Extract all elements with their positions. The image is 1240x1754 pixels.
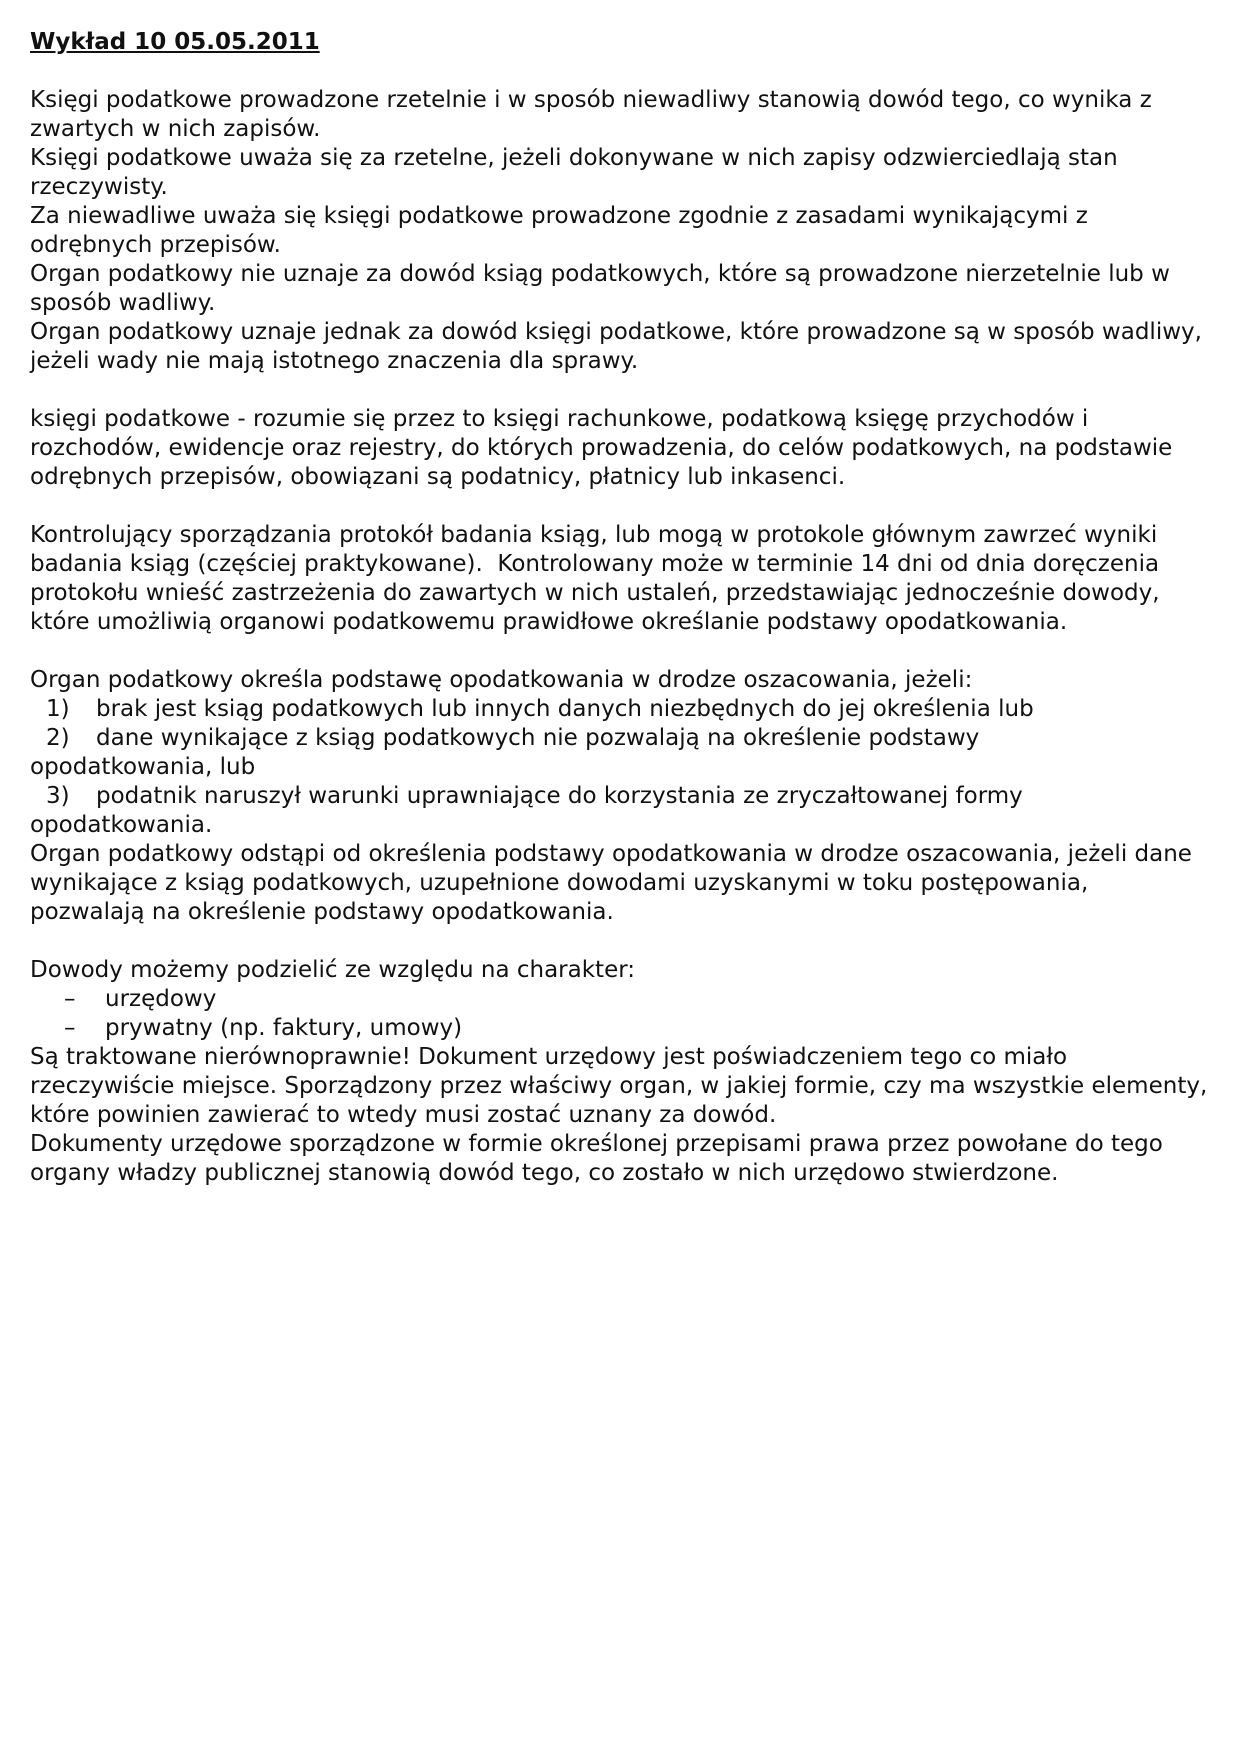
list-item	[30, 1014, 1210, 1043]
page-title: Wykład 10 05.05.2011	[30, 29, 320, 55]
spacer	[30, 927, 1210, 956]
list-item-text: podatnik naruszył warunki uprawniające do korzystania ze zryczałtowanej formy	[96, 783, 1023, 809]
list-intro: Organ podatkowy określa podstawę opodatkowania w drodze oszacowania, jeżeli:	[30, 667, 973, 693]
section-ksiegi-intro	[30, 86, 1210, 376]
paragraph: Organ podatkowy odstąpi od określenia podstawy opodatkowania w drodze oszacowania, jeżeli dane wynikające z ksiąg podatkowych, uzupełnione dowodami uzyskanymi w toku postępowania, pozwalają na określenie podstawy opodatkowania.	[30, 841, 1200, 925]
list-number: 2)	[46, 725, 70, 751]
list-number: 1)	[46, 696, 70, 722]
paragraph: Księgi podatkowe uważa się za rzetelne, jeżeli dokonywane w nich zapisy odzwierciedlają stan rzeczywisty.	[30, 145, 1126, 200]
paragraph: Dokumenty urzędowe sporządzone w formie określonej przepisami prawa przez powołane do tego organy władzy publicznej stanowią dowód tego, co zostało w nich urzędowo stwierdzone.	[30, 1131, 1171, 1186]
list-item-continuation: opodatkowania.	[30, 812, 213, 838]
dash-bullet: –	[64, 986, 76, 1012]
spacer	[30, 637, 1210, 666]
section-dowody	[30, 956, 1215, 1188]
spacer	[30, 492, 1210, 521]
paragraph: Za niewadliwe uważa się księgi podatkowe prowadzone zgodnie z zasadami wynikającymi z odrębnych przepisów.	[30, 203, 1096, 258]
list-item	[30, 782, 1210, 811]
spacer	[30, 376, 1210, 405]
list-item-text: urzędowy	[105, 986, 217, 1012]
list-number: 3)	[46, 783, 70, 809]
section-oszacowanie	[30, 666, 1210, 927]
list-item	[30, 985, 1210, 1014]
list-item	[30, 695, 1210, 724]
dash-bullet: –	[64, 1015, 76, 1041]
paragraph: Organ podatkowy nie uznaje za dowód ksiąg podatkowych, które są prowadzone nierzetelnie lub w sposób wadliwy.	[30, 261, 1178, 316]
document-page	[30, 28, 1215, 1188]
list-item	[30, 724, 1210, 753]
list-item-text: brak jest ksiąg podatkowych lub innych danych niezbędnych do jej określenia lub	[96, 696, 1034, 722]
list-item-text: dane wynikające z ksiąg podatkowych nie pozwalają na określenie podstawy	[96, 725, 980, 751]
protocol-paragraph: Kontrolujący sporządzania protokół badania ksiąg, lub mogą w protokole głównym zawrzeć wyniki badania ksiąg (częściej praktykowane). Kontrolowany może w terminie 14 dni od dnia doręczenia protokołu wnieść zastrzeżenia do zawartych w nich ustaleń, przedstawiając jednocześnie dowody, które umożliwią organowi podatkowemu prawidłowe określanie podstawy opodatkowania.	[30, 522, 1167, 635]
definition-paragraph: księgi podatkowe - rozumie się przez to księgi rachunkowe, podatkową księgę przychodów i rozchodów, ewidencje oraz rejestry, do których prowadzenia, do celów podatkowych, na podstawie odrębnych przepisów, obowiązani są podatnicy, płatnicy lub inkasenci.	[30, 406, 1180, 490]
numbered-list	[30, 695, 1210, 840]
list-item-text: prywatny (np. faktury, umowy)	[105, 1015, 463, 1041]
paragraph: Księgi podatkowe prowadzone rzetelnie i w sposób niewadliwy stanowią dowód tego, co wynika z zwartych w nich zapisów.	[30, 87, 1160, 142]
paragraph: Są traktowane nierównoprawnie! Dokument urzędowy jest poświadczeniem tego co miało rzeczywiście miejsce. Sporządzony przez właściwy organ, w jakiej formie, czy ma wszystkie elementy, które powinien zawierać to wtedy musi zostać uznany za dowód.	[30, 1044, 1215, 1128]
paragraph: Organ podatkowy uznaje jednak za dowód księgi podatkowe, które prowadzone są w sposób wadliwy, jeżeli wady nie mają istotnego znaczenia dla sprawy.	[30, 319, 1210, 374]
dash-list	[30, 985, 1210, 1043]
list-item-continuation: opodatkowania, lub	[30, 754, 256, 780]
list-intro: Dowody możemy podzielić ze względu na charakter:	[30, 957, 636, 983]
